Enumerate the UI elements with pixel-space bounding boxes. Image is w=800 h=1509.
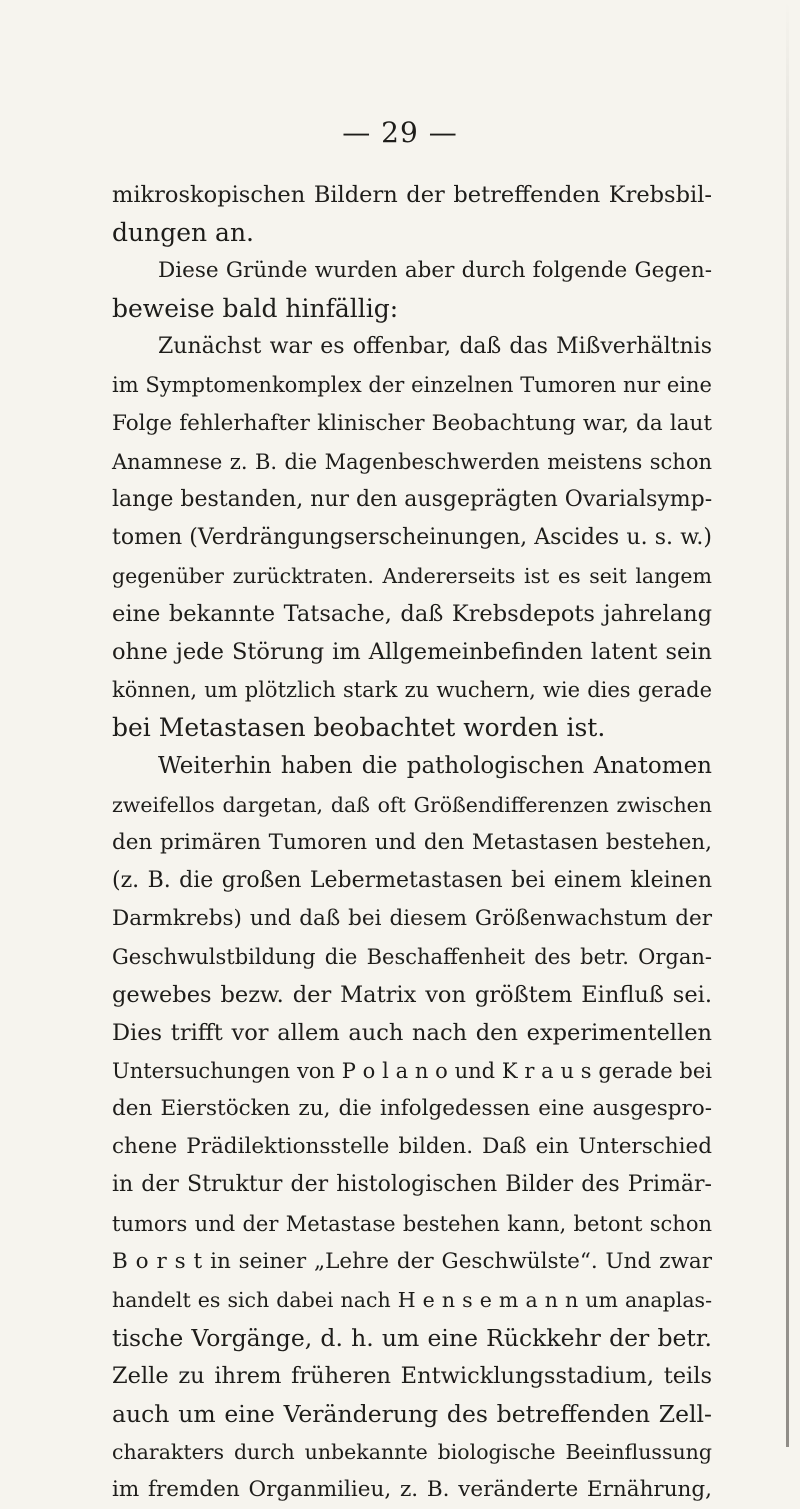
text-line: Zunächst war es offenbar, daß das Mißverhältnis (158, 334, 712, 360)
text-line: handelt es sich dabei nach H e n s e m a n n um anaplas- (112, 1287, 712, 1312)
text-line: mikroskopischen Bildern der betreffenden Krebsbil- (112, 182, 712, 208)
text-line: Folge fehlerhafter klinischer Beobachtung war, da laut (112, 410, 712, 436)
text-line: tomen (Verdrängungserscheinungen, Ascides u. s. w.) (112, 524, 712, 550)
body-text (112, 176, 712, 1509)
text-line: lange bestanden, nur den ausgeprägten Ovarialsymp- (112, 486, 713, 512)
text-line: Dies trifft vor allem auch nach den experimentellen (112, 1020, 712, 1047)
text-line: (z. B. die großen Lebermetastasen bei einem kleinen (112, 867, 712, 893)
text-line: beweise bald hinfällig: (112, 294, 399, 324)
page-number: — 29 — (342, 116, 458, 149)
text-line: Anamnese z. B. die Magenbeschwerden meistens schon (112, 449, 712, 474)
scan-edge-shadow (786, 0, 789, 1447)
text-line: tische Vorgänge, d. h. um eine Rückkehr der betr. (112, 1323, 712, 1352)
text-line: den primären Tumoren und den Metastasen bestehen, (112, 829, 712, 855)
text-line: gewebes bezw. der Matrix von größtem Einfluß sei. (112, 981, 712, 1008)
text-line: chene Prädilektionsstelle bilden. Daß ein Unterschied (112, 1134, 712, 1160)
text-line: B o r s t in seiner „Lehre der Geschwülste“. Und zwar (112, 1248, 712, 1274)
text-line: gegenüber zurücktraten. Andererseits ist es seit langem (112, 563, 712, 588)
text-line: Geschwulstbildung die Beschaffenheit des betr. Organ- (112, 944, 712, 969)
text-line: auch um eine Veränderung des betreffenden Zell- (112, 1400, 712, 1428)
text-line: zweifellos dargetan, daß oft Größendifferenzen zwischen (112, 792, 712, 817)
text-line: den Eierstöcken zu, die infolgedessen eine ausgespro- (112, 1096, 712, 1122)
text-line: charakters durch unbekannte biologische Beeinflussung (112, 1440, 712, 1465)
text-line: Weiterhin haben die pathologischen Anatomen (158, 753, 712, 780)
text-line: eine bekannte Tatsache, daß Krebsdepots jahrelang (112, 601, 712, 628)
text-line: Untersuchungen von P o l a n o und K r a u s gerade bei (112, 1059, 712, 1084)
text-line: können, um plötzlich stark zu wuchern, wie dies gerade (112, 678, 712, 703)
text-line: Zelle zu ihrem früheren Entwicklungsstadium, teils (112, 1362, 712, 1389)
text-line: im fremden Organmilieu, z. B. veränderte Ernährung, (112, 1477, 712, 1503)
text-line: bei Metastasen beobachtet worden ist. (112, 713, 606, 743)
text-line: in der Struktur der histologischen Bilder des Primär- (112, 1172, 712, 1198)
text-line: ohne jede Störung im Allgemeinbefinden latent sein (112, 639, 712, 666)
text-line: Darmkrebs) und daß bei diesem Größenwachstum der (112, 905, 712, 931)
text-line: Diese Gründe wurden aber durch folgende Gegen- (158, 258, 712, 284)
text-line: dungen an. (112, 218, 255, 248)
text-line: im Symptomenkomplex der einzelnen Tumoren nur eine (112, 373, 712, 398)
text-line: tumors und der Metastase bestehen kann, betont schon (112, 1211, 712, 1236)
